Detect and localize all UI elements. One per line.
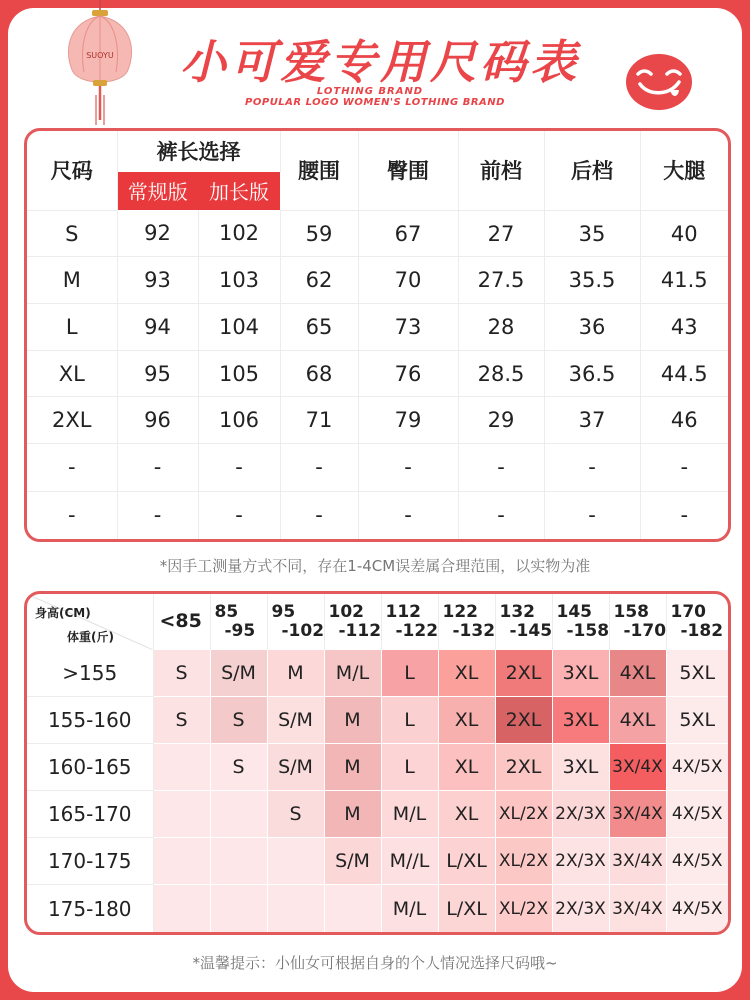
smiley-icon <box>624 52 694 112</box>
fit-size-cell <box>153 885 210 932</box>
page-title: 小可爱专用尺码表 <box>180 35 580 89</box>
table-cell: 27.5 <box>458 257 544 304</box>
header-front-rise: 前档 <box>458 131 544 210</box>
weight-header <box>381 594 438 650</box>
weight-header <box>666 594 728 650</box>
table-cell: - <box>458 491 544 539</box>
fit-size-cell <box>210 791 267 838</box>
table-cell: 102 <box>198 210 280 257</box>
fit-row <box>27 791 728 838</box>
fit-size-cell: M/L <box>381 885 438 932</box>
fit-size-cell: 2X/3X <box>552 791 609 838</box>
table-cell: 67 <box>358 210 458 257</box>
fit-size-cell: L <box>381 744 438 791</box>
table-cell: 95 <box>117 350 198 397</box>
table-cell: - <box>27 491 117 539</box>
fit-size-cell <box>153 838 210 885</box>
fit-size-cell: 2XL <box>495 650 552 697</box>
table-cell: - <box>198 444 280 492</box>
fit-size-cell: M <box>324 744 381 791</box>
table-row <box>27 257 728 304</box>
tip-note: *温馨提示：小仙女可根据自身的个人情况选择尺码哦~ <box>192 954 558 972</box>
fit-size-cell: XL/2X <box>495 885 552 932</box>
fit-size-cell: XL <box>438 650 495 697</box>
table-cell: 65 <box>280 304 358 351</box>
table-cell: - <box>458 444 544 492</box>
fit-size-cell: L/XL <box>438 838 495 885</box>
fit-size-cell: 4X/5X <box>666 791 728 838</box>
table-cell: 70 <box>358 257 458 304</box>
table-cell: XL <box>27 350 117 397</box>
table-cell: - <box>358 491 458 539</box>
fit-recommendation-table <box>24 591 731 935</box>
lantern-icon <box>60 0 140 140</box>
fit-size-cell: 4XL <box>609 697 666 744</box>
fit-size-cell <box>267 885 324 932</box>
lantern-text: SUOYU <box>86 51 114 60</box>
fit-row <box>27 650 728 697</box>
fit-size-cell <box>324 885 381 932</box>
header-hip: 臀围 <box>358 131 458 210</box>
height-range: >155 <box>27 650 153 697</box>
table-cell: - <box>117 491 198 539</box>
table-cell: 76 <box>358 350 458 397</box>
fit-size-cell: M <box>324 697 381 744</box>
weight-range-start: 158 <box>613 601 649 622</box>
fit-size-cell: M//L <box>381 838 438 885</box>
fit-size-cell: 2X/3X <box>552 838 609 885</box>
table-cell: - <box>544 444 640 492</box>
table-cell: 62 <box>280 257 358 304</box>
weight-range-end: -170 <box>623 620 667 641</box>
table-cell: 73 <box>358 304 458 351</box>
table-cell: - <box>544 491 640 539</box>
measurement-note: *因手工测量方式不同，存在1-4CM误差属合理范围，以实物为准 <box>159 557 591 575</box>
fit-row <box>27 697 728 744</box>
fit-size-cell: S <box>267 791 324 838</box>
table-cell: 36.5 <box>544 350 640 397</box>
fit-size-cell <box>210 885 267 932</box>
table-cell: S <box>27 210 117 257</box>
height-range: 165-170 <box>27 791 153 838</box>
weight-range-end: -182 <box>680 620 724 641</box>
table-cell: 106 <box>198 397 280 444</box>
fit-size-cell: 3XL <box>552 697 609 744</box>
weight-range-end: -102 <box>281 620 325 641</box>
fit-size-cell: 3XL <box>552 650 609 697</box>
fit-size-cell: S <box>210 744 267 791</box>
size-measurement-table <box>24 128 731 542</box>
fit-size-cell: S <box>153 697 210 744</box>
fit-size-cell: XL <box>438 697 495 744</box>
table-cell: - <box>280 491 358 539</box>
table-cell: 44.5 <box>640 350 728 397</box>
weight-header <box>552 594 609 650</box>
table-cell: - <box>27 444 117 492</box>
table-cell: - <box>198 491 280 539</box>
table-cell: 71 <box>280 397 358 444</box>
table-cell: 40 <box>640 210 728 257</box>
fit-size-cell: M/L <box>324 650 381 697</box>
fit-size-cell: L/XL <box>438 885 495 932</box>
table-cell: 96 <box>117 397 198 444</box>
fit-size-cell: XL <box>438 791 495 838</box>
brand-line-1: LOTHING BRAND <box>316 86 424 97</box>
fit-size-cell <box>210 838 267 885</box>
weight-range-start: 102 <box>328 601 364 622</box>
fit-size-cell: 5XL <box>666 697 728 744</box>
weight-range-end: -95 <box>224 620 256 641</box>
fit-size-cell: 4X/5X <box>666 885 728 932</box>
fit-size-cell: XL <box>438 744 495 791</box>
height-range: 160-165 <box>27 744 153 791</box>
table-cell: 59 <box>280 210 358 257</box>
weight-range-end: -158 <box>566 620 610 641</box>
fit-size-cell: M <box>324 791 381 838</box>
table-cell: - <box>358 444 458 492</box>
weight-header <box>324 594 381 650</box>
table-row <box>27 397 728 444</box>
table-cell: 41.5 <box>640 257 728 304</box>
weight-header <box>267 594 324 650</box>
table-cell: M <box>27 257 117 304</box>
table-cell: 35.5 <box>544 257 640 304</box>
table-cell: 2XL <box>27 397 117 444</box>
fit-size-cell <box>153 791 210 838</box>
weight-range-start: <85 <box>159 610 202 633</box>
header-size: 尺码 <box>27 131 117 210</box>
fit-row <box>27 744 728 791</box>
fit-size-cell: 3XL <box>552 744 609 791</box>
corner-height-label: 身高(CM) <box>35 606 91 620</box>
table-cell: 37 <box>544 397 640 444</box>
fit-size-cell: L <box>381 650 438 697</box>
weight-range-start: 122 <box>442 601 478 622</box>
height-range: 175-180 <box>27 885 153 932</box>
weight-range-end: -145 <box>509 620 553 641</box>
fit-size-cell: XL/2X <box>495 791 552 838</box>
fit-size-cell: XL/2X <box>495 838 552 885</box>
height-range: 155-160 <box>27 697 153 744</box>
fit-size-cell: 4XL <box>609 650 666 697</box>
weight-range-end: -112 <box>338 620 382 641</box>
table-row <box>27 491 728 539</box>
fit-row <box>27 838 728 885</box>
weight-range-start: 112 <box>385 601 421 622</box>
fit-size-cell: 4X/5X <box>666 838 728 885</box>
fit-size-cell: 3X/4X <box>609 838 666 885</box>
header-length-long: 加长版 <box>198 172 280 211</box>
weight-range-start: 145 <box>556 601 592 622</box>
fit-size-cell: M/L <box>381 791 438 838</box>
table-cell: 29 <box>458 397 544 444</box>
fit-size-cell <box>153 744 210 791</box>
weight-header <box>153 594 210 650</box>
fit-size-cell: L <box>381 697 438 744</box>
table-cell: - <box>280 444 358 492</box>
table-cell: 103 <box>198 257 280 304</box>
fit-size-cell: 3X/4X <box>609 791 666 838</box>
corner-weight-label: 体重(斤) <box>67 630 114 644</box>
table-cell: 105 <box>198 350 280 397</box>
fit-size-cell: 2XL <box>495 744 552 791</box>
table-cell: 28 <box>458 304 544 351</box>
header-thigh: 大腿 <box>640 131 728 210</box>
table-cell: 43 <box>640 304 728 351</box>
table-row <box>27 210 728 257</box>
weight-range-start: 132 <box>499 601 535 622</box>
table-cell: - <box>640 444 728 492</box>
header-waist: 腰围 <box>280 131 358 210</box>
table-cell: L <box>27 304 117 351</box>
weight-header <box>609 594 666 650</box>
table-cell: 36 <box>544 304 640 351</box>
fit-size-cell: 5XL <box>666 650 728 697</box>
fit-row <box>27 885 728 932</box>
header-back-rise: 后档 <box>544 131 640 210</box>
table-row <box>27 444 728 492</box>
table-row <box>27 350 728 397</box>
fit-size-cell: S/M <box>210 650 267 697</box>
weight-range-end: -122 <box>395 620 439 641</box>
corner-header <box>27 594 153 650</box>
table-cell: 35 <box>544 210 640 257</box>
fit-size-cell: M <box>267 650 324 697</box>
weight-header <box>438 594 495 650</box>
table-cell: 94 <box>117 304 198 351</box>
fit-size-cell: 4X/5X <box>666 744 728 791</box>
weight-header <box>210 594 267 650</box>
table-cell: 92 <box>117 210 198 257</box>
table-cell: 68 <box>280 350 358 397</box>
table-cell: 28.5 <box>458 350 544 397</box>
fit-size-cell: S/M <box>267 744 324 791</box>
weight-header <box>495 594 552 650</box>
fit-size-cell: S <box>153 650 210 697</box>
fit-size-cell: 3X/4X <box>609 885 666 932</box>
table-cell: 46 <box>640 397 728 444</box>
header-length-regular: 常规版 <box>117 172 198 211</box>
fit-size-cell <box>267 838 324 885</box>
weight-range-start: 85 <box>214 601 239 622</box>
table-cell: 27 <box>458 210 544 257</box>
fit-size-cell: S/M <box>324 838 381 885</box>
fit-size-cell: S <box>210 697 267 744</box>
fit-size-cell: 2XL <box>495 697 552 744</box>
fit-size-cell: 3X/4X <box>609 744 666 791</box>
weight-range-start: 95 <box>271 601 296 622</box>
table-cell: - <box>680 503 689 528</box>
fit-size-cell: 2X/3X <box>552 885 609 932</box>
weight-range-end: -132 <box>452 620 496 641</box>
table-cell: 93 <box>117 257 198 304</box>
table-row <box>27 304 728 351</box>
height-range: 170-175 <box>27 838 153 885</box>
table-cell: 104 <box>198 304 280 351</box>
table-cell: 79 <box>358 397 458 444</box>
fit-size-cell: S/M <box>267 697 324 744</box>
weight-range-start: 170 <box>670 601 706 622</box>
header-length-choice: 裤长选择 <box>117 131 280 172</box>
table-cell: - <box>117 444 198 492</box>
brand-line-2: POPULAR LOGO WOMEN'S LOTHING BRAND <box>245 97 505 108</box>
